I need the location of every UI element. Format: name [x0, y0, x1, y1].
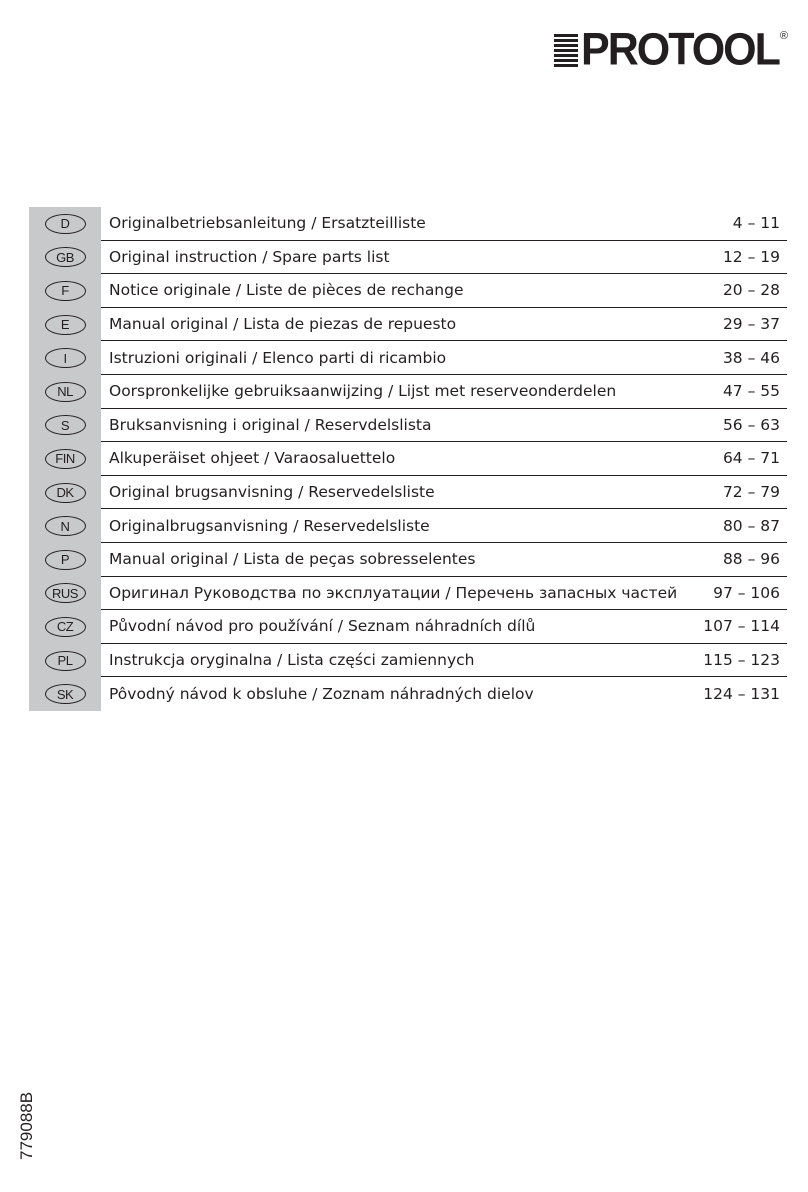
toc-title: Оригинал Руководства по эксплуатации / Перечень запасных частей — [109, 583, 678, 602]
toc-row — [29, 610, 787, 644]
language-code-cell — [29, 341, 101, 375]
toc-pages: 29 – 37 — [722, 315, 780, 334]
toc-entry — [101, 274, 787, 308]
toc-entry — [101, 207, 787, 241]
toc-row — [29, 341, 787, 375]
toc-title: Istruzioni originali / Elenco parti di ricambio — [109, 348, 447, 367]
toc-entry — [101, 375, 787, 409]
brand-name: PROTOOL — [581, 24, 779, 75]
language-code-badge: D — [45, 214, 86, 234]
language-code-badge: NL — [45, 382, 86, 402]
toc-title: Original instruction / Spare parts list — [109, 247, 390, 266]
toc-pages: 88 – 96 — [722, 550, 780, 569]
toc-entry — [101, 543, 787, 577]
language-code-badge: FIN — [45, 449, 86, 469]
language-code-cell — [29, 610, 101, 644]
toc-entry — [101, 308, 787, 342]
language-code-badge: GB — [45, 247, 86, 267]
toc-entry — [101, 644, 787, 678]
toc-row — [29, 409, 787, 443]
toc-row — [29, 476, 787, 510]
toc-title: Pôvodný návod k obsluhe / Zoznam náhradných dielov — [109, 685, 534, 704]
toc-title: Originalbetriebsanleitung / Ersatzteilliste — [109, 214, 426, 233]
toc-pages: 4 – 11 — [732, 214, 780, 233]
toc-entry — [101, 677, 787, 711]
toc-title: Original brugsanvisning / Reservedelsliste — [109, 483, 435, 502]
toc-title: Původní návod pro používání / Seznam náhradních dílů — [109, 617, 536, 636]
toc-title: Manual original / Lista de piezas de repuesto — [109, 315, 457, 334]
language-code-cell — [29, 308, 101, 342]
language-code-cell — [29, 644, 101, 678]
language-code-badge: RUS — [45, 583, 86, 603]
toc-row — [29, 442, 787, 476]
language-code-badge: S — [45, 415, 86, 435]
language-code-badge: E — [45, 315, 86, 335]
toc-pages: 20 – 28 — [722, 281, 780, 300]
toc-row — [29, 375, 787, 409]
language-code-badge: PL — [45, 651, 86, 671]
toc-row — [29, 308, 787, 342]
toc-pages: 56 – 63 — [722, 415, 780, 434]
toc-pages: 124 – 131 — [703, 685, 780, 704]
logo-stripes-icon — [554, 34, 578, 67]
language-code-badge: DK — [45, 483, 86, 503]
toc-row — [29, 644, 787, 678]
toc-row — [29, 677, 787, 711]
toc-title: Originalbrugsanvisning / Reservedelsliste — [109, 516, 430, 535]
language-code-cell — [29, 543, 101, 577]
language-code-badge: F — [45, 281, 86, 301]
toc-title: Notice originale / Liste de pièces de rechange — [109, 281, 464, 300]
language-code-badge: CZ — [45, 617, 86, 637]
language-code-cell — [29, 274, 101, 308]
language-code-cell — [29, 577, 101, 611]
language-code-cell — [29, 409, 101, 443]
document-number: 779088B — [17, 1091, 36, 1160]
toc-entry — [101, 476, 787, 510]
toc-row — [29, 207, 787, 241]
toc-title: Instrukcja oryginalna / Lista części zamiennych — [109, 651, 475, 670]
language-code-cell — [29, 442, 101, 476]
toc-row — [29, 543, 787, 577]
toc-row — [29, 241, 787, 275]
language-code-badge: SK — [45, 684, 86, 704]
language-code-cell — [29, 509, 101, 543]
toc-pages: 80 – 87 — [722, 516, 780, 535]
toc-entry — [101, 241, 787, 275]
registered-mark: ® — [779, 30, 788, 42]
toc-row — [29, 577, 787, 611]
language-code-cell — [29, 207, 101, 241]
toc-pages: 38 – 46 — [722, 348, 780, 367]
toc-row — [29, 274, 787, 308]
language-code-cell — [29, 476, 101, 510]
toc-title: Bruksanvisning i original / Reservdelslista — [109, 415, 432, 434]
toc-title: Manual original / Lista de peças sobresselentes — [109, 550, 476, 569]
language-code-badge: P — [45, 550, 86, 570]
toc-pages: 97 – 106 — [713, 583, 780, 602]
toc-pages: 115 – 123 — [703, 651, 780, 670]
toc-title: Oorspronkelijke gebruiksaanwijzing / Lijst met reserveonderdelen — [109, 382, 617, 401]
toc-pages: 107 – 114 — [703, 617, 780, 636]
brand-logo — [554, 24, 788, 75]
toc-entry — [101, 509, 787, 543]
toc-entry — [101, 577, 787, 611]
toc-entry — [101, 610, 787, 644]
language-code-cell — [29, 241, 101, 275]
toc-pages: 64 – 71 — [722, 449, 780, 468]
toc-pages: 47 – 55 — [722, 382, 780, 401]
toc-entry — [101, 409, 787, 443]
language-code-cell — [29, 375, 101, 409]
language-index-table — [29, 207, 787, 711]
toc-entry — [101, 442, 787, 476]
toc-pages: 72 – 79 — [722, 483, 780, 502]
language-code-cell — [29, 677, 101, 711]
toc-title: Alkuperäiset ohjeet / Varaosaluettelo — [109, 449, 396, 468]
language-code-badge: I — [45, 348, 86, 368]
toc-row — [29, 509, 787, 543]
toc-pages: 12 – 19 — [722, 247, 780, 266]
language-code-badge: N — [45, 516, 86, 536]
toc-entry — [101, 341, 787, 375]
